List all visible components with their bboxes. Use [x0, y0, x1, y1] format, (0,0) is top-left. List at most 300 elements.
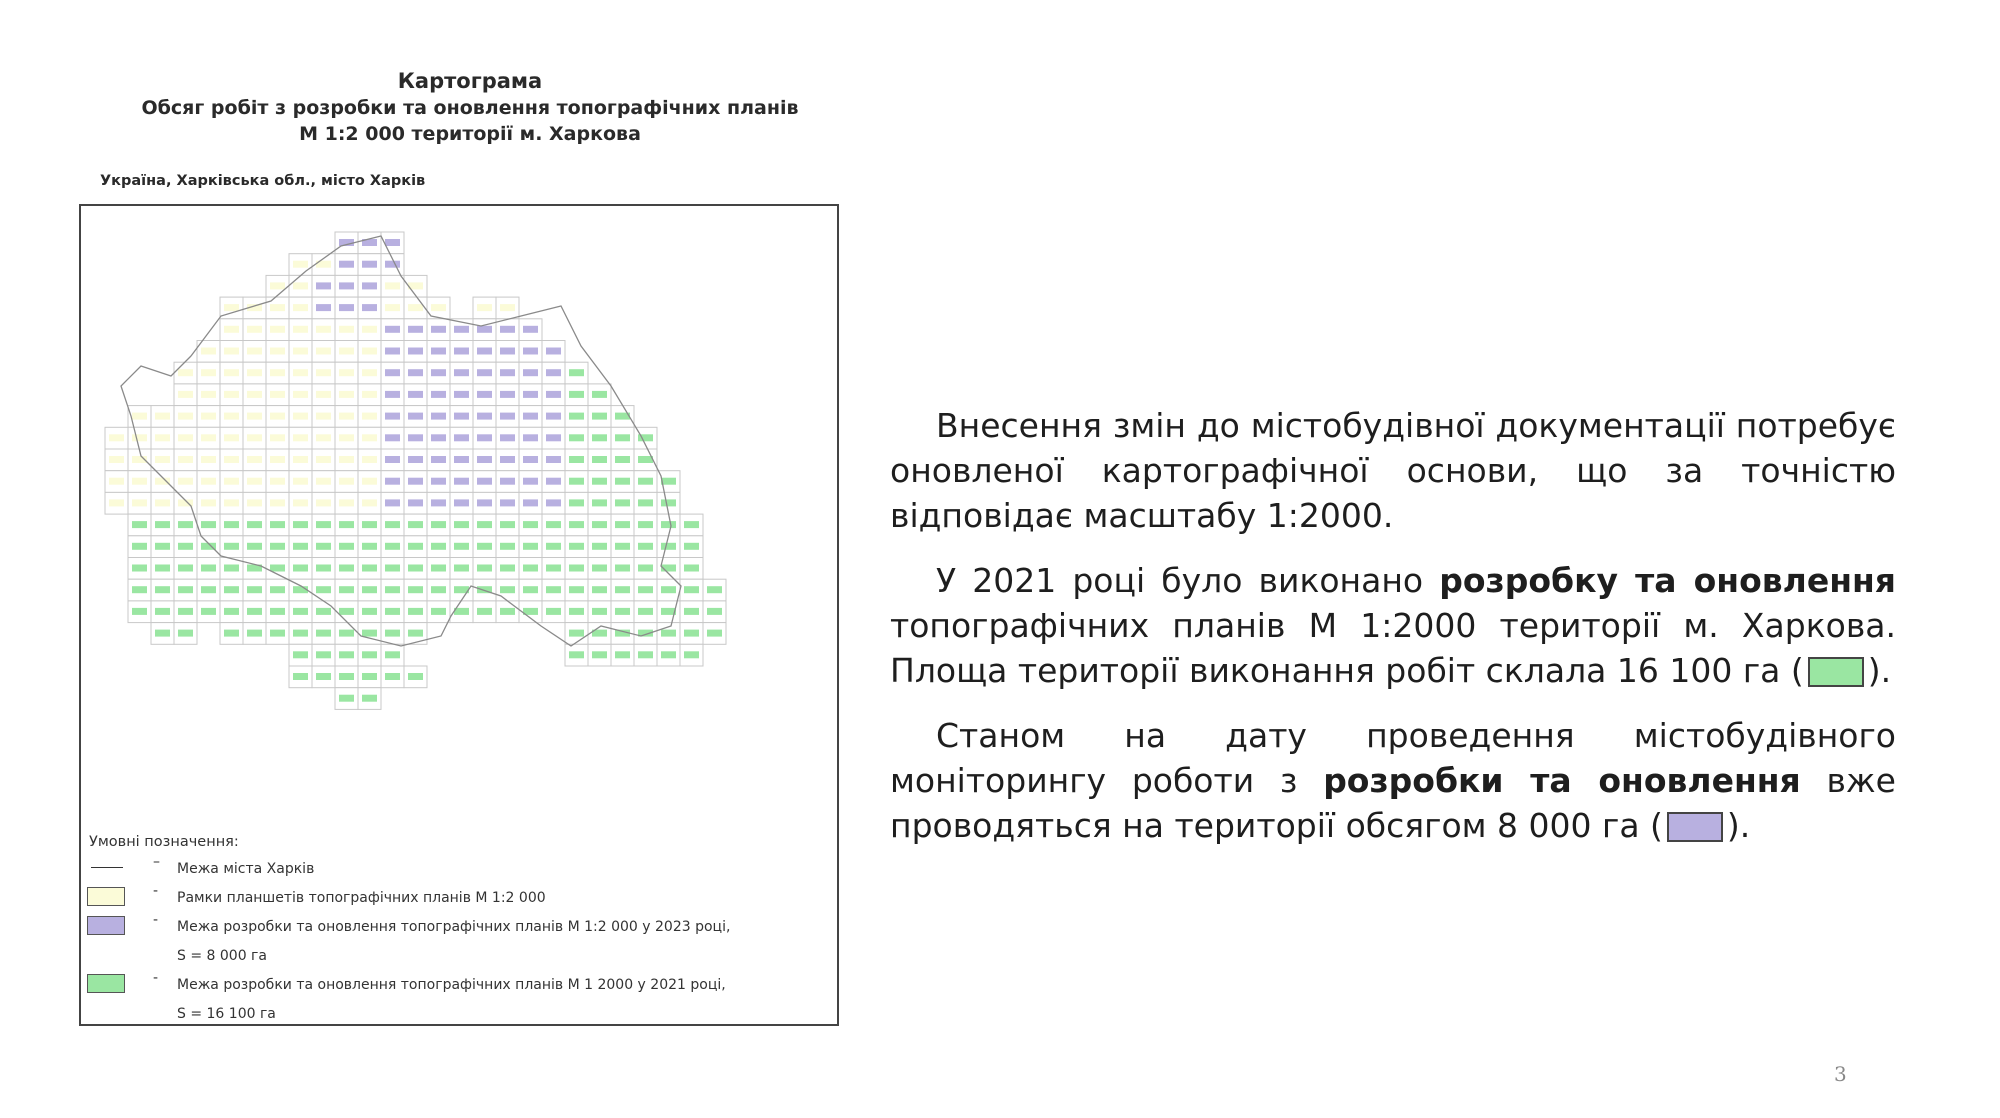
tile-fill-purple: [431, 413, 446, 420]
tile-fill-yellow: [293, 304, 308, 311]
tile-fill-green: [638, 478, 653, 485]
map-subtitle-line1: Обсяг робіт з розробки та оновлення топографічних планів: [141, 97, 799, 119]
tile-fill-green: [247, 608, 262, 615]
tile-fill-yellow: [132, 478, 147, 485]
tile-fill-purple: [454, 434, 469, 441]
tile-fill-yellow: [224, 478, 239, 485]
tile-fill-yellow: [362, 478, 377, 485]
tile-fill-green: [661, 478, 676, 485]
tile-fill-yellow: [201, 413, 216, 420]
tile-fill-purple: [316, 282, 331, 289]
tile-fill-green: [362, 608, 377, 615]
tile-fill-yellow: [293, 282, 308, 289]
tile-fill-green: [270, 543, 285, 550]
tile-fill-purple: [454, 369, 469, 376]
tile-fill-yellow: [247, 348, 262, 355]
tile-fill-yellow: [293, 391, 308, 398]
green-swatch-icon: [87, 974, 125, 993]
tile-fill-green: [454, 521, 469, 528]
tile-fill-green: [592, 651, 607, 658]
tile-fill-green: [362, 695, 377, 702]
tile-fill-green: [201, 608, 216, 615]
tile-fill-purple: [408, 478, 423, 485]
tile-fill-green: [385, 543, 400, 550]
tile-fill-yellow: [316, 478, 331, 485]
tile-fill-yellow: [132, 413, 147, 420]
tile-fill-green: [408, 565, 423, 572]
tile-fill-green: [592, 521, 607, 528]
tile-grid-map: [81, 206, 837, 826]
tile-fill-yellow: [385, 304, 400, 311]
tile-fill-green: [454, 565, 469, 572]
tile-fill-green: [523, 565, 538, 572]
tile-fill-yellow: [247, 434, 262, 441]
tile-fill-green: [615, 456, 630, 463]
tile-fill-green: [477, 521, 492, 528]
tile-fill-purple: [339, 261, 354, 268]
tile-fill-green: [569, 369, 584, 376]
tile-fill-green: [431, 543, 446, 550]
tile-fill-green: [201, 521, 216, 528]
tile-fill-purple: [408, 456, 423, 463]
tile-fill-green: [178, 565, 193, 572]
tile-fill-yellow: [293, 434, 308, 441]
tile-fill-green: [615, 434, 630, 441]
tile-fill-purple: [385, 239, 400, 246]
tile-fill-green: [408, 608, 423, 615]
tile-fill-yellow: [293, 261, 308, 268]
tile-fill-yellow: [293, 413, 308, 420]
tile-fill-green: [615, 521, 630, 528]
tile-fill-green: [569, 565, 584, 572]
tile-fill-green: [546, 565, 561, 572]
legend-item-city-boundary: – Межа міста Харків: [89, 854, 239, 883]
tile-fill-purple: [385, 499, 400, 506]
tile-fill-green: [201, 586, 216, 593]
purple-swatch-icon: [1667, 812, 1723, 842]
tile-fill-green: [592, 543, 607, 550]
tile-fill-green: [523, 543, 538, 550]
green-swatch-icon: [1808, 657, 1864, 687]
tile-fill-yellow: [316, 326, 331, 333]
tile-fill-green: [270, 521, 285, 528]
tile-fill-green: [408, 521, 423, 528]
tile-fill-yellow: [362, 456, 377, 463]
tile-fill-green: [385, 586, 400, 593]
tile-fill-green: [270, 630, 285, 637]
yellow-swatch-icon: [87, 887, 125, 906]
tile-fill-green: [339, 630, 354, 637]
tile-fill-green: [661, 651, 676, 658]
tile-fill-green: [684, 521, 699, 528]
tile-fill-green: [247, 521, 262, 528]
tile-fill-yellow: [247, 369, 262, 376]
tile-fill-purple: [431, 391, 446, 398]
tile-fill-purple: [546, 391, 561, 398]
tile-fill-yellow: [201, 499, 216, 506]
tile-fill-green: [615, 543, 630, 550]
tile-fill-purple: [477, 413, 492, 420]
tile-fill-yellow: [500, 304, 515, 311]
tile-fill-purple: [431, 434, 446, 441]
tile-fill-yellow: [362, 391, 377, 398]
tile-fill-purple: [362, 304, 377, 311]
tile-fill-green: [477, 608, 492, 615]
tile-fill-yellow: [270, 304, 285, 311]
tile-fill-green: [362, 673, 377, 680]
tile-fill-green: [638, 499, 653, 506]
tile-fill-purple: [477, 434, 492, 441]
tile-fill-green: [638, 456, 653, 463]
tile-fill-green: [132, 608, 147, 615]
tile-fill-green: [293, 608, 308, 615]
tile-fill-green: [362, 630, 377, 637]
tile-fill-purple: [408, 348, 423, 355]
tile-fill-purple: [500, 391, 515, 398]
tile-fill-green: [362, 565, 377, 572]
tile-fill-green: [224, 543, 239, 550]
tile-fill-green: [339, 543, 354, 550]
tile-fill-green: [155, 608, 170, 615]
tile-fill-green: [385, 521, 400, 528]
tile-fill-green: [615, 651, 630, 658]
tile-fill-green: [431, 521, 446, 528]
tile-fill-purple: [500, 326, 515, 333]
tile-fill-purple: [477, 348, 492, 355]
tile-fill-purple: [523, 456, 538, 463]
tile-fill-yellow: [316, 369, 331, 376]
tile-fill-green: [316, 565, 331, 572]
tile-fill-purple: [454, 348, 469, 355]
tile-fill-purple: [477, 369, 492, 376]
tile-fill-purple: [408, 499, 423, 506]
tile-fill-green: [523, 586, 538, 593]
tile-fill-yellow: [316, 348, 331, 355]
tile-fill-green: [477, 565, 492, 572]
tile-fill-green: [155, 565, 170, 572]
tile-fill-green: [224, 586, 239, 593]
tile-fill-purple: [500, 478, 515, 485]
tile-fill-purple: [339, 304, 354, 311]
tile-fill-green: [316, 673, 331, 680]
tile-fill-green: [178, 521, 193, 528]
tile-fill-green: [523, 521, 538, 528]
tile-fill-purple: [385, 456, 400, 463]
legend-item-2021: - Межа розробки та оновлення топографічних планів М 1 2000 у 2021 році, S = 16 100 га: [89, 970, 239, 1028]
tile-fill-yellow: [201, 391, 216, 398]
tile-fill-green: [500, 543, 515, 550]
tile-fill-yellow: [109, 499, 124, 506]
tile-fill-green: [500, 565, 515, 572]
tile-fill-purple: [408, 369, 423, 376]
tile-fill-green: [569, 630, 584, 637]
tile-fill-purple: [523, 326, 538, 333]
tile-fill-yellow: [247, 499, 262, 506]
tile-fill-green: [132, 586, 147, 593]
tile-fill-green: [592, 608, 607, 615]
tile-fill-purple: [546, 499, 561, 506]
tile-fill-purple: [500, 413, 515, 420]
tile-fill-green: [385, 565, 400, 572]
tile-fill-purple: [316, 304, 331, 311]
tile-fill-green: [684, 565, 699, 572]
tile-fill-yellow: [178, 478, 193, 485]
tile-fill-purple: [431, 369, 446, 376]
tile-fill-purple: [431, 499, 446, 506]
tile-group: [105, 232, 726, 709]
tile-fill-green: [339, 565, 354, 572]
tile-fill-purple: [385, 478, 400, 485]
tile-fill-purple: [454, 391, 469, 398]
tile-fill-green: [385, 608, 400, 615]
tile-fill-green: [592, 565, 607, 572]
tile-fill-green: [408, 543, 423, 550]
tile-fill-green: [155, 543, 170, 550]
tile-fill-purple: [408, 391, 423, 398]
tile-fill-yellow: [270, 326, 285, 333]
tile-fill-yellow: [339, 326, 354, 333]
tile-fill-green: [247, 630, 262, 637]
paragraph-3: Станом на дату проведення містобудівного моніторингу роботи з розробки та оновлення вже проводяться на території обсягом 8 000 га ( ).: [890, 716, 1896, 845]
tile-fill-green: [270, 586, 285, 593]
tile-fill-green: [155, 630, 170, 637]
tile-fill-green: [293, 630, 308, 637]
paragraph-1: Внесення змін до містобудівної документації потребує оновленої картографічної основи, що за точністю відповідає масштабу 1:2000.: [890, 406, 1896, 535]
tile-fill-purple: [523, 434, 538, 441]
tile-fill-purple: [454, 413, 469, 420]
tile-fill-green: [500, 521, 515, 528]
tile-fill-green: [247, 586, 262, 593]
tile-fill-green: [339, 695, 354, 702]
tile-fill-green: [408, 586, 423, 593]
tile-fill-yellow: [247, 391, 262, 398]
tile-fill-yellow: [270, 391, 285, 398]
tile-fill-yellow: [339, 456, 354, 463]
tile-fill-green: [638, 521, 653, 528]
tile-fill-green: [569, 608, 584, 615]
tile-fill-yellow: [316, 413, 331, 420]
tile-fill-yellow: [270, 478, 285, 485]
tile-fill-green: [569, 456, 584, 463]
tile-fill-green: [431, 565, 446, 572]
tile-fill-yellow: [224, 434, 239, 441]
tile-fill-yellow: [247, 326, 262, 333]
tile-fill-green: [408, 673, 423, 680]
tile-fill-yellow: [247, 413, 262, 420]
tile-fill-yellow: [270, 499, 285, 506]
tile-fill-green: [569, 651, 584, 658]
tile-fill-green: [661, 543, 676, 550]
tile-fill-yellow: [316, 434, 331, 441]
tile-fill-green: [592, 499, 607, 506]
tile-fill-green: [546, 586, 561, 593]
tile-fill-purple: [431, 478, 446, 485]
tile-fill-yellow: [178, 456, 193, 463]
tile-fill-green: [316, 651, 331, 658]
boundary-line-icon: [91, 867, 123, 868]
tile-fill-yellow: [109, 456, 124, 463]
tile-fill-purple: [546, 456, 561, 463]
tile-fill-green: [569, 586, 584, 593]
tile-fill-green: [661, 521, 676, 528]
tile-fill-yellow: [178, 413, 193, 420]
tile-fill-yellow: [224, 456, 239, 463]
tile-fill-yellow: [224, 391, 239, 398]
tile-fill-yellow: [339, 348, 354, 355]
tile-fill-green: [684, 608, 699, 615]
tile-fill-yellow: [132, 499, 147, 506]
tile-fill-yellow: [224, 304, 239, 311]
tile-fill-yellow: [155, 456, 170, 463]
tile-fill-green: [339, 651, 354, 658]
tile-fill-green: [178, 630, 193, 637]
tile-fill-yellow: [178, 434, 193, 441]
tile-fill-green: [385, 630, 400, 637]
tile-fill-green: [224, 521, 239, 528]
tile-fill-yellow: [224, 326, 239, 333]
tile-fill-green: [224, 630, 239, 637]
tile-fill-green: [477, 543, 492, 550]
map-legend: [89, 834, 731, 1028]
tile-fill-yellow: [339, 391, 354, 398]
tile-fill-green: [155, 586, 170, 593]
tile-fill-purple: [454, 478, 469, 485]
tile-fill-green: [592, 434, 607, 441]
tile-fill-green: [293, 543, 308, 550]
tile-fill-purple: [431, 348, 446, 355]
tile-fill-green: [316, 586, 331, 593]
tile-fill-green: [362, 586, 377, 593]
tile-fill-green: [546, 521, 561, 528]
tile-fill-purple: [385, 413, 400, 420]
tile-fill-green: [569, 543, 584, 550]
tile-fill-green: [270, 565, 285, 572]
tile-fill-green: [385, 673, 400, 680]
tile-fill-green: [247, 543, 262, 550]
tile-fill-yellow: [431, 304, 446, 311]
tile-fill-green: [316, 608, 331, 615]
tile-fill-purple: [385, 369, 400, 376]
tile-fill-purple: [546, 348, 561, 355]
tile-fill-yellow: [339, 369, 354, 376]
tile-fill-yellow: [293, 456, 308, 463]
tile-fill-green: [638, 586, 653, 593]
tile-fill-green: [362, 651, 377, 658]
tile-fill-purple: [523, 348, 538, 355]
tile-fill-green: [615, 478, 630, 485]
tile-fill-green: [546, 608, 561, 615]
tile-fill-green: [707, 608, 722, 615]
tile-fill-yellow: [362, 326, 377, 333]
tile-fill-green: [178, 608, 193, 615]
tile-fill-green: [569, 434, 584, 441]
tile-fill-purple: [477, 499, 492, 506]
tile-fill-yellow: [362, 434, 377, 441]
tile-fill-purple: [339, 282, 354, 289]
tile-fill-green: [132, 543, 147, 550]
tile-fill-yellow: [270, 434, 285, 441]
tile-fill-yellow: [339, 434, 354, 441]
tile-fill-green: [615, 586, 630, 593]
tile-fill-yellow: [270, 456, 285, 463]
tile-fill-green: [569, 499, 584, 506]
tile-fill-green: [661, 586, 676, 593]
map-title: Картограма: [397, 69, 543, 93]
tile-fill-green: [569, 478, 584, 485]
tile-fill-green: [684, 586, 699, 593]
tile-fill-green: [592, 391, 607, 398]
tile-fill-purple: [454, 326, 469, 333]
tile-fill-green: [339, 586, 354, 593]
tile-fill-green: [224, 565, 239, 572]
tile-fill-yellow: [385, 282, 400, 289]
tile-fill-green: [661, 499, 676, 506]
tile-fill-purple: [500, 456, 515, 463]
tile-fill-green: [684, 651, 699, 658]
tile-fill-green: [385, 651, 400, 658]
tile-fill-green: [316, 543, 331, 550]
tile-fill-yellow: [339, 499, 354, 506]
tile-fill-purple: [500, 499, 515, 506]
paragraph-2: У 2021 році було виконано розробку та оновлення топографічних планів М 1:2000 території м. Харкова. Площа території виконання робіт склала 16 100 га ( ).: [890, 561, 1896, 690]
tile-fill-green: [569, 391, 584, 398]
tile-fill-green: [339, 673, 354, 680]
tile-fill-purple: [431, 456, 446, 463]
tile-fill-purple: [385, 434, 400, 441]
tile-fill-purple: [431, 326, 446, 333]
tile-fill-purple: [408, 434, 423, 441]
tile-fill-yellow: [293, 348, 308, 355]
tile-fill-green: [339, 608, 354, 615]
tile-fill-purple: [408, 413, 423, 420]
description-text: [890, 403, 1896, 868]
tile-fill-green: [615, 565, 630, 572]
cartogram-frame: [79, 204, 839, 1026]
tile-fill-yellow: [293, 499, 308, 506]
tile-fill-purple: [477, 326, 492, 333]
tile-fill-green: [638, 543, 653, 550]
tile-fill-yellow: [316, 391, 331, 398]
tile-fill-green: [592, 586, 607, 593]
tile-fill-yellow: [224, 413, 239, 420]
tile-fill-green: [431, 586, 446, 593]
tile-fill-yellow: [201, 434, 216, 441]
tile-fill-purple: [408, 326, 423, 333]
tile-fill-purple: [523, 369, 538, 376]
tile-fill-yellow: [477, 304, 492, 311]
tile-fill-purple: [362, 282, 377, 289]
map-subtitle-line2: М 1:2 000 території м. Харкова: [299, 123, 641, 145]
tile-fill-purple: [454, 456, 469, 463]
tile-fill-yellow: [155, 499, 170, 506]
legend-item-2023: - Межа розробки та оновлення топографічних планів М 1:2 000 у 2023 році, S = 8 000 га: [89, 912, 239, 970]
purple-swatch-icon: [87, 916, 125, 935]
tile-fill-green: [293, 565, 308, 572]
tile-fill-green: [546, 543, 561, 550]
tile-fill-yellow: [270, 369, 285, 376]
map-title-block: [80, 68, 860, 147]
tile-fill-yellow: [362, 348, 377, 355]
tile-fill-green: [592, 413, 607, 420]
tile-fill-yellow: [270, 348, 285, 355]
tile-fill-purple: [523, 391, 538, 398]
tile-fill-yellow: [201, 369, 216, 376]
tile-fill-yellow: [316, 499, 331, 506]
tile-fill-purple: [477, 391, 492, 398]
tile-fill-purple: [362, 261, 377, 268]
tile-fill-green: [339, 521, 354, 528]
tile-fill-green: [638, 565, 653, 572]
